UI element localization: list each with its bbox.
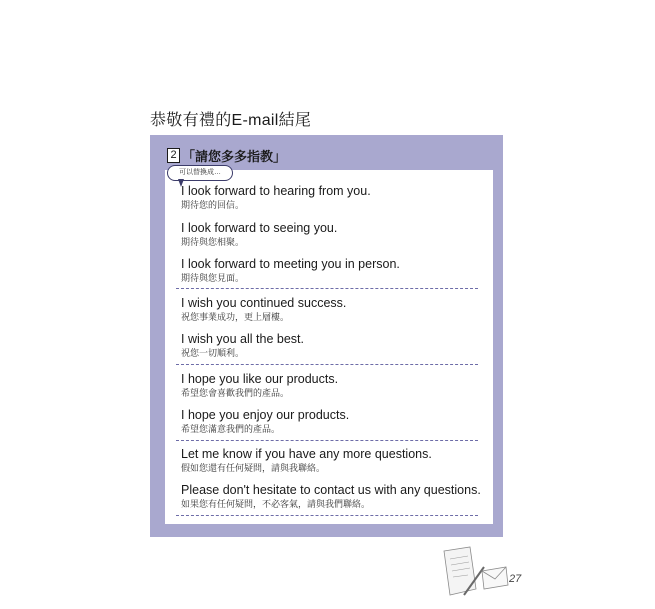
phrase-entry — [181, 408, 491, 436]
phrase-entry — [181, 332, 491, 360]
phrase-english: I wish you continued success. — [181, 296, 347, 310]
group-divider — [176, 288, 478, 289]
phrase-entry — [181, 257, 491, 285]
phrase-entry — [181, 221, 491, 249]
phrase-english: I look forward to hearing from you. — [181, 184, 371, 198]
box-number: 2 — [167, 148, 180, 163]
phrase-english: I look forward to seeing you. — [181, 221, 338, 235]
phrase-english: Let me know if you have any more questions. — [181, 447, 432, 461]
box-title-text: 「請您多多指教」 — [182, 149, 287, 164]
phrase-english: I hope you like our products. — [181, 372, 339, 386]
phrase-chinese: 希望您滿意我們的產品。 — [181, 425, 281, 435]
phrase-english: I look forward to meeting you in person. — [181, 257, 400, 271]
phrase-chinese: 期待您的回信。 — [181, 201, 245, 211]
group-divider — [176, 440, 478, 441]
phrase-chinese: 如果您有任何疑問，不必客氣，請與我們聯絡。 — [181, 500, 371, 510]
phrase-chinese: 假如您還有任何疑問，請與我聯絡。 — [181, 464, 326, 474]
phrase-english: I wish you all the best. — [181, 332, 304, 346]
phrase-chinese: 祝您一切順利。 — [181, 349, 245, 359]
section-heading: 恭敬有禮的E-mail結尾 — [150, 112, 312, 129]
phrase-entry — [181, 184, 491, 212]
letter-icon — [444, 547, 476, 595]
phrase-entry — [181, 372, 491, 400]
phrase-chinese: 期待與您見面。 — [181, 274, 245, 284]
envelope-icon — [482, 567, 508, 589]
speech-bubble: 可以替換成… — [167, 165, 233, 181]
phrase-chinese: 祝您事業成功，更上層樓。 — [181, 313, 290, 323]
box-title — [167, 146, 286, 165]
phrase-english: Please don't hesitate to contact us with any questions. — [181, 483, 481, 497]
group-divider — [176, 515, 478, 516]
phrase-chinese: 期待與您相聚。 — [181, 238, 245, 248]
phrase-entry — [181, 296, 491, 324]
phrase-entry — [181, 447, 491, 475]
phrase-chinese: 希望您會喜歡我們的產品。 — [181, 389, 290, 399]
phrase-entry — [181, 483, 491, 511]
letter-envelope-illustration — [438, 545, 510, 603]
phrase-english: I hope you enjoy our products. — [181, 408, 350, 422]
group-divider — [176, 364, 478, 365]
page-number: 27 — [509, 573, 522, 585]
